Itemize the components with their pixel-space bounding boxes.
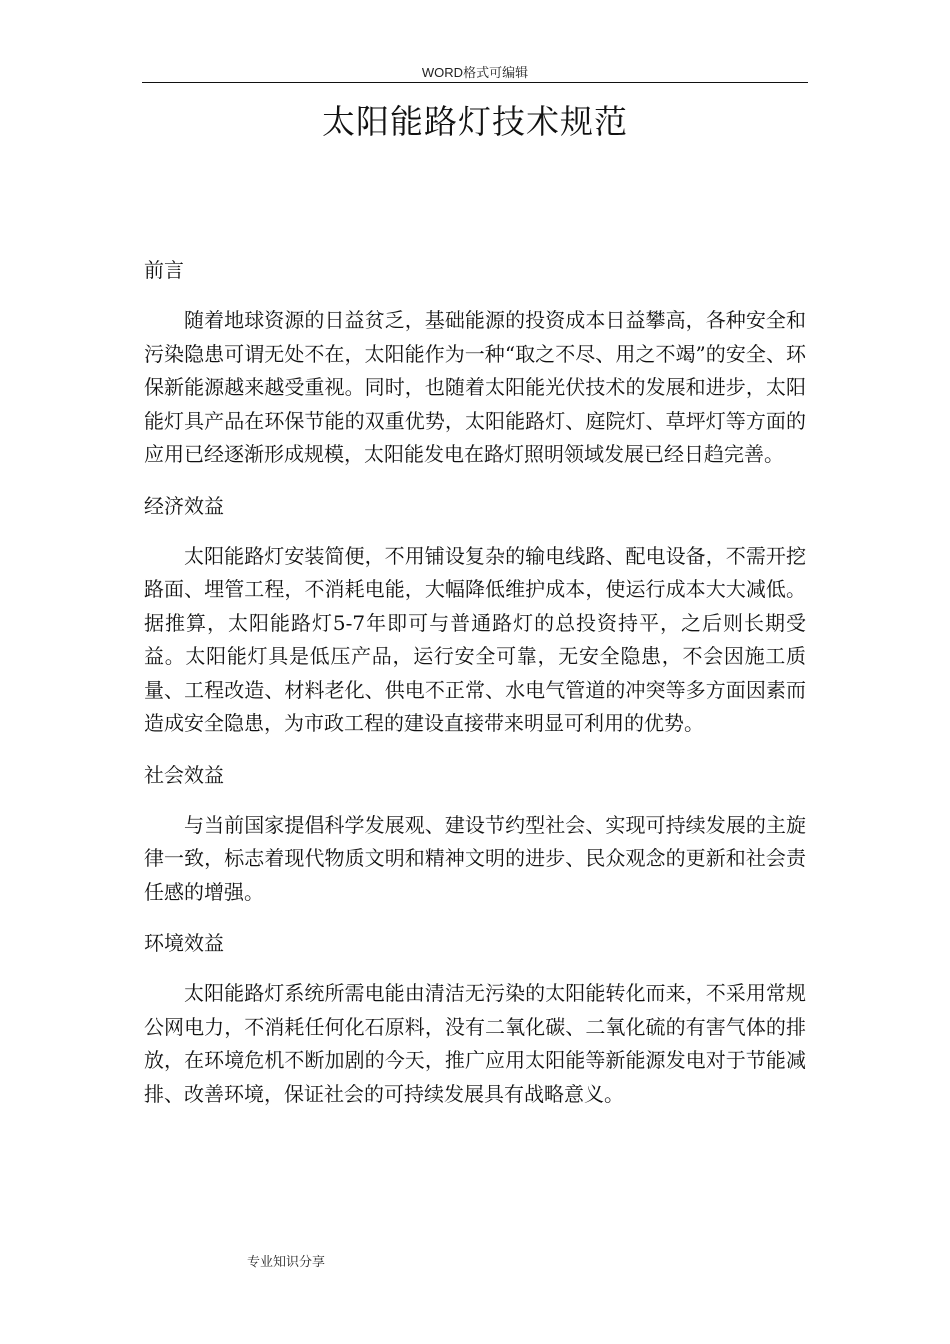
- section-social-benefits: [144, 759, 806, 910]
- section-paragraph: 太阳能路灯系统所需电能由清洁无污染的太阳能转化而来，不采用常规公网电力，不消耗任何化石原料，没有二氧化碳、二氧化硫的有害气体的排放，在环境危机不断加剧的今天，推广应用太阳能等新能源发电对于节能减排、改善环境，保证社会的可持续发展具有战略意义。: [144, 981, 806, 1106]
- section-economic-benefits: [144, 490, 806, 741]
- section-environmental-benefits: [144, 927, 806, 1111]
- page-header: WORD格式可编辑: [421, 65, 529, 80]
- page-footer: 专业知识分享: [247, 1254, 326, 1269]
- section-paragraph: 与当前国家提倡科学发展观、建设节约型社会、实现可持续发展的主旋律一致，标志着现代物质文明和精神文明的进步、民众观念的更新和社会责任感的增强。: [144, 812, 806, 904]
- section-heading: 环境效益: [144, 931, 224, 955]
- document-title: 太阳能路灯技术规范: [322, 102, 628, 141]
- header-divider: [142, 82, 808, 83]
- document-body: [144, 254, 806, 1129]
- section-heading: 经济效益: [144, 493, 224, 518]
- section-preface: [144, 254, 806, 472]
- section-paragraph: 随着地球资源的日益贫乏，基础能源的投资成本日益攀高，各种安全和污染隐患可谓无处不在，太阳能作为一种“取之不尽、用之不竭”的安全、环保新能源越来越受重视。同时，也随着太阳能光伏技术的发展和进步，太阳能灯具产品在环保节能的双重优势，太阳能路灯、庭院灯、草坪灯等方面的应用已经逐渐形成规模，太阳能发电在路灯照明领域发展已经日趋完善。: [144, 308, 806, 466]
- section-heading: 社会效益: [144, 762, 224, 787]
- section-heading: 前言: [144, 258, 184, 282]
- section-paragraph: 太阳能路灯安装简便，不用铺设复杂的输电线路、配电设备，不需开挖路面、埋管工程，不消耗电能，大幅降低维护成本，使运行成本大大减低。据推算，太阳能路灯5-7年即可与普通路灯的总投资持平，之后则长期受益。太阳能灯具是低压产品，运行安全可靠，无安全隐患，不会因施工质量、工程改造、材料老化、供电不正常、水电气管道的冲突等多方面因素而造成安全隐患，为市政工程的建设直接带来明显可利用的优势。: [144, 543, 806, 735]
